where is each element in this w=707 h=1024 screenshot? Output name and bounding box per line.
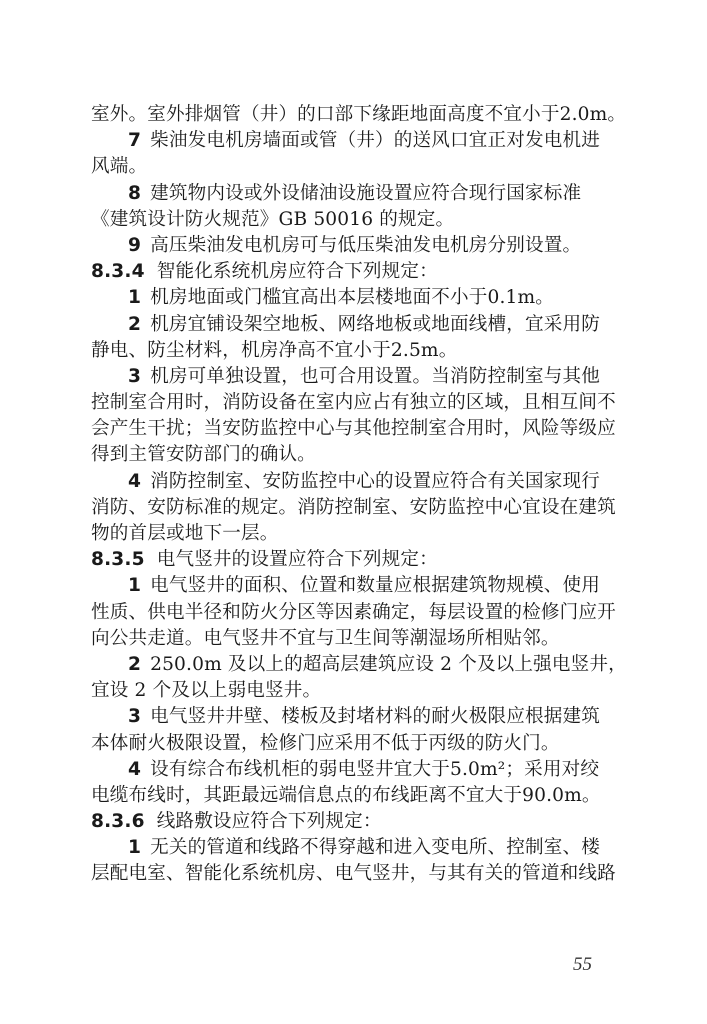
- item-number: 2: [128, 313, 142, 335]
- text-line: [91, 678, 621, 704]
- clause-heading: [91, 547, 621, 573]
- line-text: 无关的管道和线路不得穿越和进入变电所、控制室、楼: [150, 837, 600, 859]
- line-text: 控制室合用时，消防设备在室内应占有独立的区域，且相互间不: [91, 392, 616, 414]
- list-item: [91, 364, 621, 390]
- item-number: 1: [128, 837, 142, 859]
- line-text: 电气竖井的设置应符合下列规定：: [156, 549, 438, 571]
- text-line: [91, 783, 621, 809]
- line-text: 静电、防尘材料，机房净高不宜小于2.5m。: [91, 339, 458, 361]
- text-line: [91, 626, 621, 652]
- document-body: [91, 102, 627, 888]
- text-line: [91, 102, 627, 128]
- line-text: 物的首层或地下一层。: [91, 523, 279, 544]
- clause-number: 8.3.4: [91, 261, 145, 283]
- line-text: 性质、供电半径和防火分区等因素确定，每层设置的检修门应开: [91, 601, 616, 623]
- item-number: 1: [128, 575, 142, 597]
- text-line: [91, 495, 621, 521]
- line-text: 柴油发电机房墙面或管（井）的送风口宜正对发电机进: [150, 130, 600, 152]
- line-text: 《建筑设计防火规范》GB 50016 的规定。: [91, 208, 455, 230]
- line-text: 机房可单独设置，也可合用设置。当消防控制室与其他: [150, 365, 600, 387]
- item-number: 1: [128, 287, 142, 309]
- line-text: 机房地面或门槛宜高出本层楼地面不小于0.1m。: [150, 287, 555, 309]
- clause-heading: [91, 809, 621, 835]
- line-text: 风端。: [91, 156, 148, 178]
- list-item: [91, 312, 621, 338]
- list-item: [91, 128, 621, 154]
- list-item: [91, 757, 621, 783]
- list-item: [91, 573, 621, 599]
- list-item: [91, 233, 621, 259]
- list-item: [91, 469, 621, 495]
- item-number: 9: [128, 234, 142, 256]
- line-text: 室外。室外排烟管（井）的口部下缘距地面高度不宜小于2.0m。: [91, 104, 627, 125]
- line-text: 消防控制室、安防监控中心的设置应符合有关国家现行: [150, 470, 600, 492]
- line-text: 电缆布线时，其距最远端信息点的布线距离不宜大于90.0m。: [91, 784, 601, 806]
- line-text: 线路敷设应符合下列规定：: [156, 811, 382, 833]
- list-item: [91, 285, 621, 311]
- item-number: 4: [128, 470, 142, 492]
- item-number: 3: [128, 706, 142, 728]
- clause-heading: [91, 259, 621, 285]
- line-text: 本体耐火极限设置，检修门应采用不低于丙级的防火门。: [91, 732, 560, 754]
- line-text: 层配电室、智能化系统机房、电气竖井，与其有关的管道和线路: [91, 863, 616, 885]
- text-line: [91, 390, 621, 416]
- line-text: 得到主管安防部门的确认。: [91, 444, 316, 466]
- item-number: 3: [128, 365, 142, 387]
- text-line: [91, 207, 621, 233]
- line-text: 250.0m 及以上的超高层建筑应设 2 个及以上强电竖井，: [150, 653, 627, 675]
- line-text: 向公共走道。电气竖井不宜与卫生间等潮湿场所相贴邻。: [91, 627, 560, 649]
- text-line: [91, 731, 621, 757]
- item-number: 2: [128, 653, 142, 675]
- clause-number: 8.3.5: [91, 549, 145, 571]
- item-number: 4: [128, 758, 142, 780]
- item-number: 8: [128, 182, 142, 204]
- clause-number: 8.3.6: [91, 811, 145, 833]
- line-text: 会产生干扰；当安防监控中心与其他控制室合用时，风险等级应: [91, 418, 616, 440]
- page-number: 55: [573, 954, 592, 975]
- text-line: [91, 416, 621, 442]
- list-item: [91, 835, 621, 861]
- list-item: [91, 181, 621, 207]
- list-item: [91, 704, 621, 730]
- text-line: [91, 338, 621, 364]
- line-text: 消防、安防标准的规定。消防控制室、安防监控中心宜设在建筑: [91, 496, 616, 518]
- text-line: [91, 442, 621, 468]
- line-text: 宜设 2 个及以上弱电竖井。: [91, 680, 322, 702]
- line-text: 高压柴油发电机房可与低压柴油发电机房分别设置。: [150, 234, 582, 256]
- line-text: 电气竖井的面积、位置和数量应根据建筑物规模、使用: [150, 575, 600, 597]
- line-text: 电气竖井井壁、楼板及封堵材料的耐火极限应根据建筑: [150, 706, 600, 728]
- line-text: 设有综合布线机柜的弱电竖井宜大于5.0m²；采用对绞: [150, 758, 600, 780]
- item-number: 7: [128, 130, 142, 152]
- list-item: [91, 652, 627, 678]
- text-line: [91, 154, 621, 180]
- text-line: [91, 861, 621, 887]
- line-text: 建筑物内设或外设储油设施设置应符合现行国家标准: [150, 182, 582, 204]
- line-text: 机房宜铺设架空地板、网络地板或地面线槽，宜采用防: [150, 313, 600, 335]
- text-line: [91, 600, 621, 626]
- text-line: [91, 521, 621, 547]
- line-text: 智能化系统机房应符合下列规定：: [156, 261, 438, 283]
